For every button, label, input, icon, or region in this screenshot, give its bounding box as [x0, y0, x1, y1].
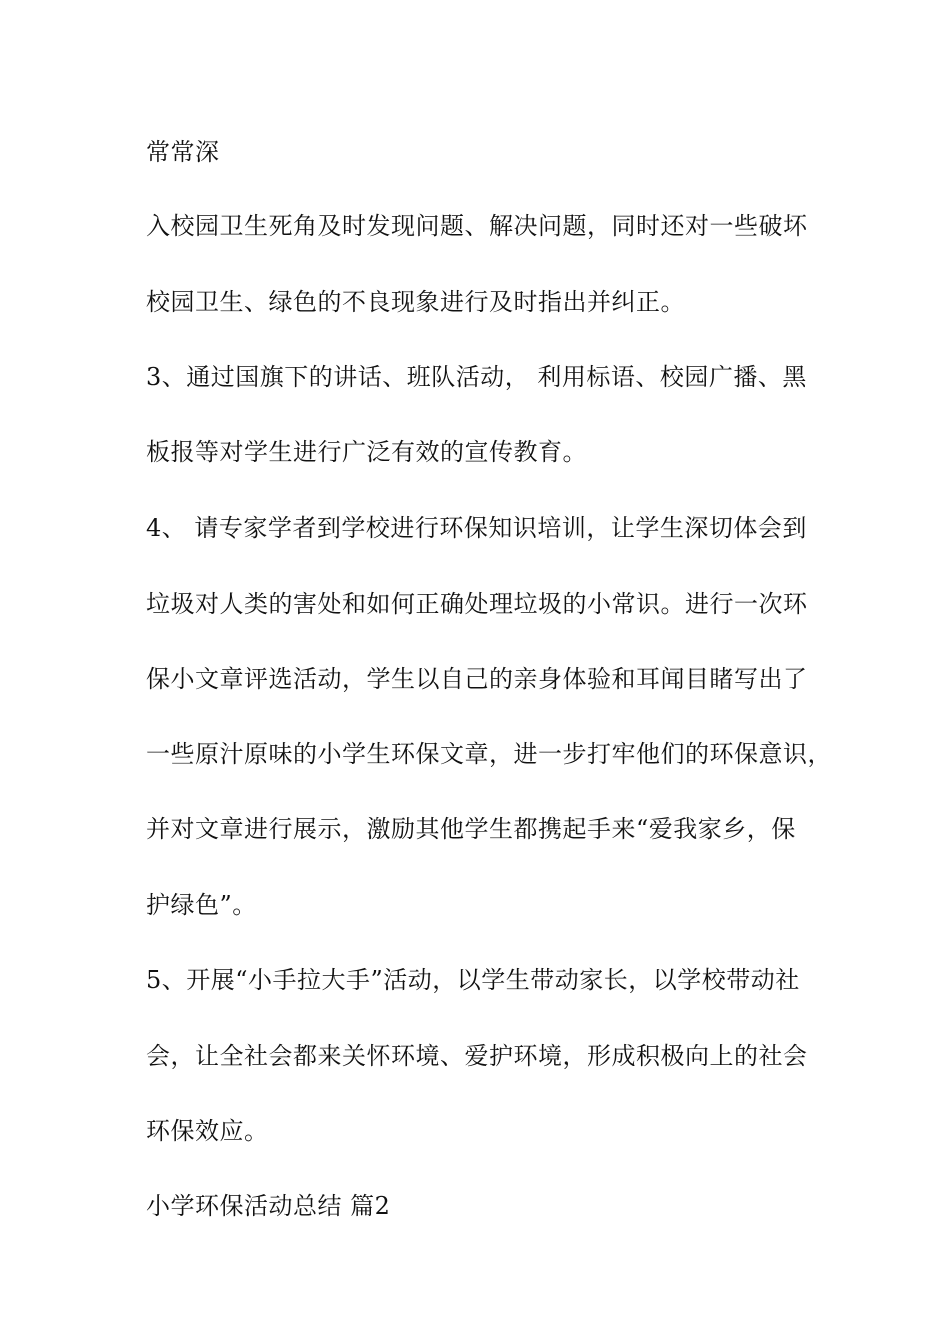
text-line: 入校园卫生死角及时发现问题、解决问题，同时还对一些破坏	[146, 212, 808, 240]
section-heading: 小学环保活动总结 篇2	[146, 1192, 391, 1220]
text-line: 常常深	[146, 138, 220, 166]
text-line: 环保效应。	[146, 1117, 269, 1145]
text-line: 3、通过国旗下的讲话、班队活动， 利用标语、校园广播、黑	[146, 363, 807, 391]
text-line: 并对文章进行展示，激励其他学生都携起手来“爱我家乡，保	[146, 815, 796, 843]
text-line: 4、 请专家学者到学校进行环保知识培训，让学生深切体会到	[146, 514, 807, 542]
text-line: 护绿色”。	[146, 891, 257, 919]
text-line: 垃圾对人类的害处和如何正确处理垃圾的小常识。进行一次环	[146, 590, 808, 618]
text-line: 一些原汁原味的小学生环保文章，进一步打牢他们的环保意识，	[146, 740, 832, 768]
text-line: 保小文章评选活动，学生以自己的亲身体验和耳闻目睹写出了	[146, 665, 808, 693]
text-line: 板报等对学生进行广泛有效的宣传教育。	[146, 438, 587, 466]
text-line: 校园卫生、绿色的不良现象进行及时指出并纠正。	[146, 288, 685, 316]
text-line: 5、开展“小手拉大手”活动，以学生带动家长，以学校带动社	[146, 966, 800, 994]
text-line: 会，让全社会都来关怀环境、爱护环境，形成积极向上的社会	[146, 1042, 808, 1070]
